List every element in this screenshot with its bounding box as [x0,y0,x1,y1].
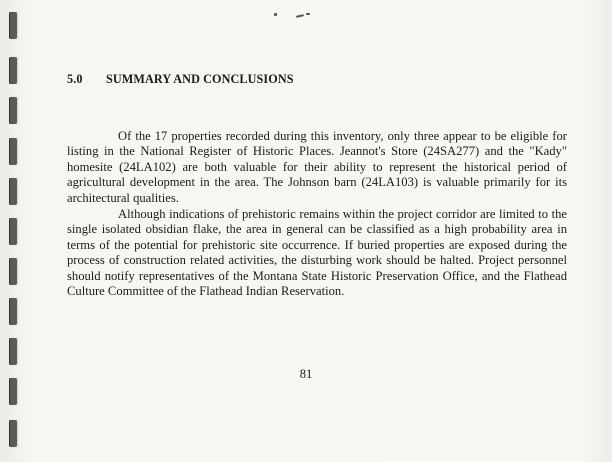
binding-hole [9,338,17,365]
binding-hole [9,12,17,39]
binding-hole [9,420,17,447]
binding-hole [9,378,17,405]
binding-hole [9,138,17,165]
scan-speck [274,13,277,16]
scan-speck [306,13,310,15]
paragraph: Of the 17 properties recorded during this inventory, only three appear to be eligible for listing in the National Register of Historic Places. Jeannot's Store (24SA277) and the "Kady" homesite (24LA102) are both valuable for their ability to represent the historical period of agricultural development in the area. The Johnson barn (24LA103) is valuable primarily for its architectural qualities. [67,129,567,205]
paragraph: Although indications of prehistoric remains within the project corridor are limited to the single isolated obsidian flake, the area in general can be classified as a high probability area in terms of the potential for prehistoric site occurrence. If buried properties are exposed during the process of construction related activities, the disturbing work should be halted. Project personnel should notify representatives of the Montana State Historic Preservation Office, and the Flathead Culture Committee of the Flathead Indian Reservation. [67,207,567,299]
binding-hole [9,298,17,325]
binding-hole [9,97,17,124]
section-title: SUMMARY AND CONCLUSIONS [106,72,294,86]
binding-hole [9,258,17,285]
binding-holes [0,0,20,462]
section-heading [67,72,294,87]
binding-hole [9,178,17,205]
binding-hole [9,218,17,245]
page-number: 81 [299,367,313,381]
binding-hole [9,57,17,84]
section-number: 5.0 [67,72,83,86]
scan-speck [296,14,304,18]
